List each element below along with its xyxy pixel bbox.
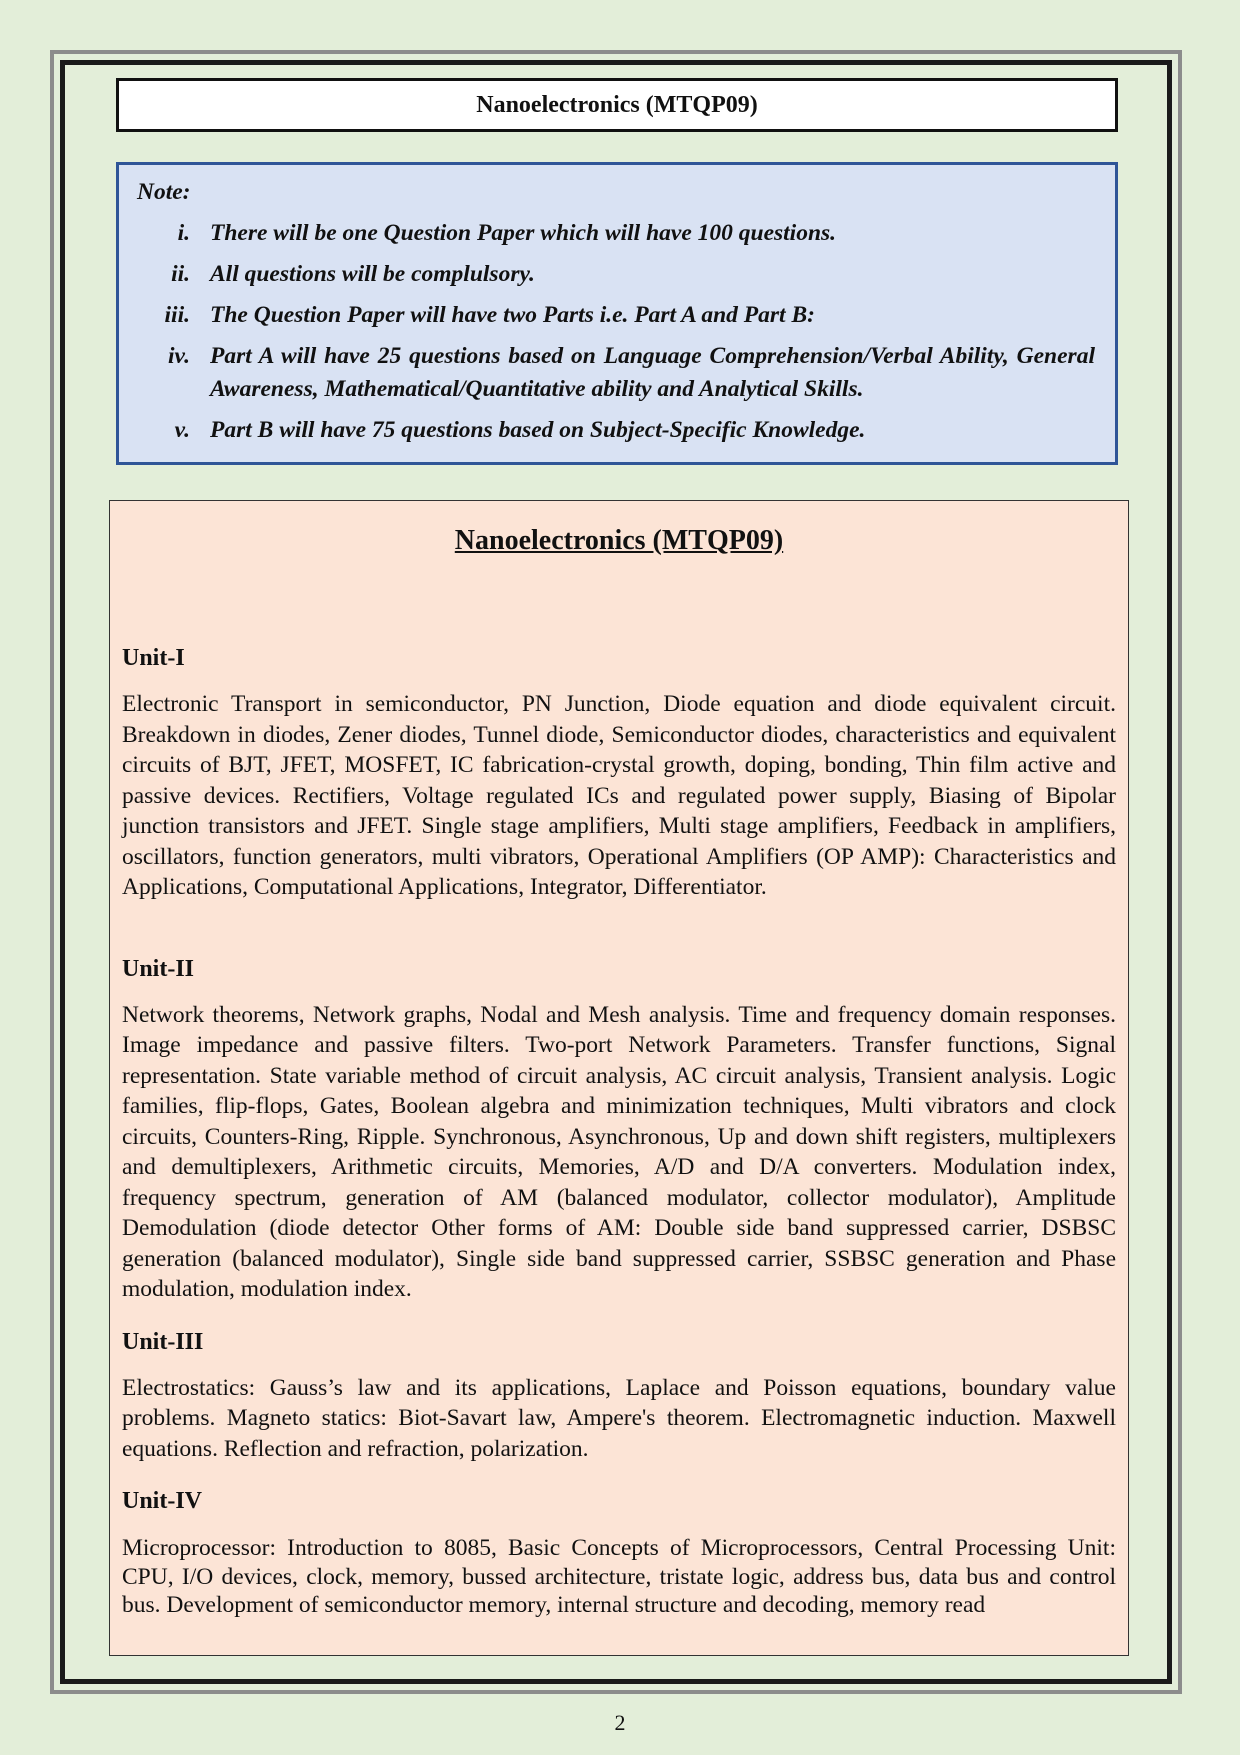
unit-heading: Unit-II bbox=[122, 955, 195, 982]
note-item-text: Part A will have 25 questions based on Language Comprehension/Verbal Ability, General Awareness, Mathematical/Quantitative ability and Analytical Skills. bbox=[210, 343, 1095, 402]
note-item bbox=[137, 340, 1095, 406]
unit-section bbox=[122, 954, 1116, 1305]
title-box bbox=[116, 78, 1118, 132]
unit-text: Network theorems, Network graphs, Nodal and Mesh analysis. Time and frequency domain responses. Image impedance and passive filters. Two-port Network Parameters. Transfer functions, Signal representation. State variable method of circuit analysis, AC circuit analysis, Transient analysis. Logic families, flip-flops, Gates, Boolean algebra and minimization techniques, Multi vibrators and clock circuits, Counters-Ring, Ripple. Synchronous, Asynchronous, Up and down shift registers, multiplexers and demultiplexers, Arithmetic circuits, Memories, A/D and D/A converters. Modulation index, frequency spectrum, generation of AM (balanced modulator, collector modulator), Amplitude Demodulation (diode detector Other forms of AM: Double side band suppressed carrier, DSBSC generation (balanced modulator), Single side band suppressed carrier, SSBSC generation and Phase modulation, modulation index. bbox=[122, 1001, 1116, 1302]
note-item bbox=[137, 258, 1095, 291]
unit-text: Microprocessor: Introduction to 8085, Basic Concepts of Microprocessors, Central Processing Unit: CPU, I/O devices, clock, memory, bussed architecture, tristate logic, address bus, data bus and control bus. Development of semiconductor memory, internal structure and decoding, memory read bbox=[122, 1535, 1116, 1618]
syllabus-box bbox=[109, 500, 1129, 1656]
unit-section bbox=[122, 643, 1116, 903]
note-item-number: iii. bbox=[164, 302, 190, 328]
page-title: Nanoelectronics (MTQP09) bbox=[476, 91, 758, 118]
note-heading: Note: bbox=[137, 179, 191, 205]
unit-heading: Unit-III bbox=[122, 1328, 204, 1355]
note-item-number: iv. bbox=[168, 343, 190, 369]
note-item-text: All questions will be complulsory. bbox=[210, 261, 535, 287]
note-item-text: The Question Paper will have two Parts i.e. Part A and Part B: bbox=[210, 302, 815, 328]
note-item-text: There will be one Question Paper which will have 100 questions. bbox=[210, 220, 837, 246]
unit-heading: Unit-I bbox=[122, 645, 185, 671]
note-box bbox=[116, 162, 1118, 465]
page-number: 2 bbox=[614, 1710, 626, 1735]
note-item-number: ii. bbox=[171, 261, 190, 287]
note-item bbox=[137, 414, 1095, 447]
note-list bbox=[137, 217, 1095, 447]
note-item bbox=[137, 217, 1095, 250]
unit-text: Electrostatics: Gauss’s law and its applications, Laplace and Poisson equations, boundary value problems. Magneto statics: Biot-Savart law, Ampere's theorem. Electromagnetic induction. Maxwell equations. Reflection and refraction, polarization. bbox=[122, 1374, 1116, 1462]
note-item-number: i. bbox=[177, 220, 190, 246]
syllabus-title: Nanoelectronics (MTQP09) bbox=[454, 525, 784, 556]
unit-text: Electronic Transport in semiconductor, PN Junction, Diode equation and diode equivalent circuit. Breakdown in diodes, Zener diodes, Tunnel diode, Semiconductor diodes, characteristics and equivalent circuits of BJT, JFET, MOSFET, IC fabrication-crystal growth, doping, bonding, Thin film active and passive devices. Rectifiers, Voltage regulated ICs and regulated power supply, Biasing of Bipolar junction transistors and JFET. Single stage amplifiers, Multi stage amplifiers, Feedback in amplifiers, oscillators, function generators, multi vibrators, Operational Amplifiers (OP AMP): Characteristics and Applications, Computational Applications, Integrator, Differentiator. bbox=[122, 691, 1116, 900]
note-item bbox=[137, 299, 1095, 332]
unit-section bbox=[122, 1486, 1116, 1620]
note-item-text: Part B will have 75 questions based on Subject-Specific Knowledge. bbox=[210, 417, 866, 443]
unit-section bbox=[122, 1327, 1116, 1465]
unit-heading: Unit-IV bbox=[122, 1488, 203, 1514]
note-item-number: v. bbox=[174, 417, 190, 443]
